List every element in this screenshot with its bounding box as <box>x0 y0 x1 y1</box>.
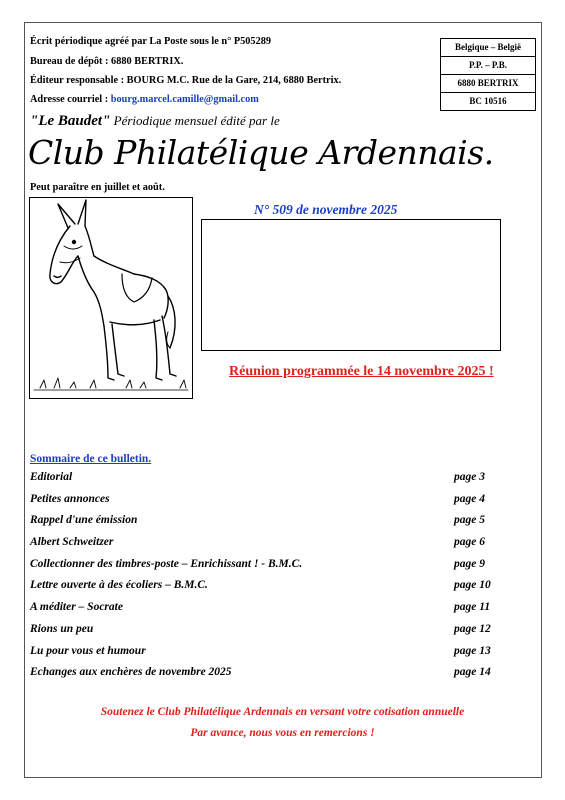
postal-box <box>440 38 536 111</box>
toc-title: Petites annonces <box>30 492 110 505</box>
tagline <box>30 113 280 130</box>
tagline-rest: Périodique mensuel édité par le <box>110 113 280 128</box>
email-label: Adresse courriel : <box>30 94 111 105</box>
toc-title: Collectionner des timbres-poste – Enrichissant ! - B.M.C. <box>30 557 303 570</box>
table-of-contents <box>30 471 520 688</box>
deposit-office: Bureau de dépôt : 6880 BERTRIX. <box>30 56 184 67</box>
blank-notice-box <box>201 219 501 351</box>
toc-page: page 6 <box>454 536 485 549</box>
toc-page: page 5 <box>454 514 485 527</box>
approval-line: Écrit périodique agréé par La Poste sous le n° P505289 <box>30 36 272 47</box>
toc-page: page 11 <box>454 601 491 614</box>
toc-page: page 12 <box>454 622 491 635</box>
toc-row <box>30 471 520 493</box>
toc-title: Rappel d'une émission <box>30 514 138 527</box>
toc-title: Echanges aux enchères de novembre 2025 <box>30 666 232 679</box>
toc-row <box>30 601 520 623</box>
publication-name: "Le Baudet" <box>30 113 111 129</box>
toc-row <box>30 666 520 688</box>
postbox-town: 6880 BERTRIX <box>441 75 535 93</box>
issue-number: N° 509 de novembre 2025 <box>254 202 398 217</box>
editor-line: Éditeur responsable : BOURG M.C. Rue de la Gare, 214, 6880 Bertrix. <box>30 75 342 86</box>
email-address[interactable]: bourg.marcel.camille@gmail.com <box>110 94 259 105</box>
toc-page: page 14 <box>454 666 491 679</box>
postbox-code: BC 10516 <box>469 96 507 106</box>
toc-page: page 9 <box>454 557 485 570</box>
donkey-drawing <box>30 198 192 398</box>
toc-row <box>30 558 520 580</box>
meeting-announcement: Réunion programmée le 14 novembre 2025 ! <box>229 364 494 379</box>
email-line <box>30 94 259 106</box>
parution-note: Peut paraître en juillet et août. <box>30 182 165 193</box>
toc-row <box>30 514 520 536</box>
toc-title: Lettre ouverte à des écoliers – B.M.C. <box>30 579 208 592</box>
toc-row <box>30 579 520 601</box>
toc-row <box>30 493 520 515</box>
toc-row <box>30 645 520 667</box>
toc-title: Lu pour vous et humour <box>30 644 146 657</box>
toc-title: A méditer – Socrate <box>30 601 123 614</box>
club-title: Club Philatélique Ardennais. <box>28 133 494 172</box>
postbox-country: Belgique – België <box>441 39 535 57</box>
support-message: Soutenez le Club Philatélique Ardennais en versant votre cotisation annuelle <box>100 706 465 718</box>
toc-page: page 10 <box>454 579 491 592</box>
toc-page: page 3 <box>454 471 485 483</box>
summary-heading[interactable]: Sommaire de ce bulletin. <box>30 453 152 465</box>
toc-title: Editorial <box>30 471 73 483</box>
toc-title: Albert Schweitzer <box>30 536 114 549</box>
thanks-message: Par avance, nous vous en remercions ! <box>190 727 375 739</box>
toc-page: page 13 <box>454 644 491 657</box>
donkey-illustration <box>29 197 193 399</box>
toc-row <box>30 536 520 558</box>
postbox-pp: P.P. – P.B. <box>441 57 535 75</box>
toc-page: page 4 <box>454 492 485 505</box>
toc-row <box>30 623 520 645</box>
toc-title: Rions un peu <box>30 622 94 635</box>
